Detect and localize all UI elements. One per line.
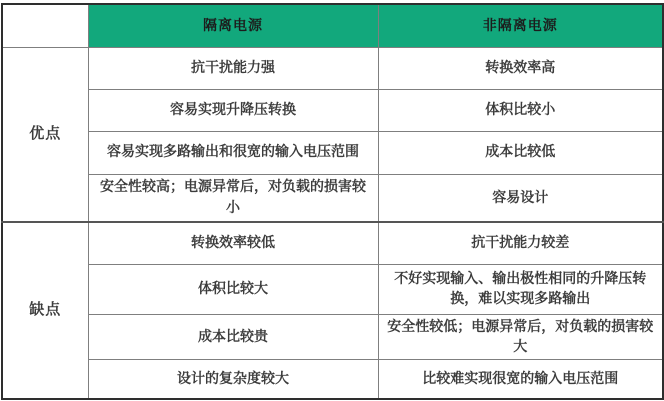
section-label-disadvantages: 缺点 — [2, 222, 88, 399]
table-cell: 体积比较大 — [88, 264, 378, 314]
table-row — [2, 264, 663, 314]
table-cell: 成本比较低 — [378, 131, 663, 174]
table-row — [2, 89, 663, 131]
table-cell: 安全性较低；电源异常后，对负载的损害较大 — [378, 314, 663, 360]
table-cell: 体积比较小 — [378, 89, 663, 131]
table-row — [2, 314, 663, 360]
table-cell: 抗干扰能力强 — [88, 47, 378, 89]
table-cell: 成本比较贵 — [88, 314, 378, 360]
section-label-advantages: 优点 — [2, 47, 88, 222]
table-cell: 容易实现升降压转换 — [88, 89, 378, 131]
table-row — [2, 222, 663, 264]
table-cell: 容易实现多路输出和很宽的输入电压范围 — [88, 131, 378, 174]
table-cell: 转换效率高 — [378, 47, 663, 89]
header-cell-non-isolated: 非隔离电源 — [378, 4, 663, 47]
comparison-table — [1, 3, 664, 400]
table-header-row — [2, 4, 663, 47]
table-cell: 安全性较高；电源异常后，对负载的损害较小 — [88, 174, 378, 222]
table-cell: 容易设计 — [378, 174, 663, 222]
corner-cell — [2, 4, 88, 47]
header-cell-isolated: 隔离电源 — [88, 4, 378, 47]
table-cell: 比较难实现很宽的输入电压范围 — [378, 360, 663, 399]
table-cell: 抗干扰能力较差 — [378, 222, 663, 264]
table-cell: 设计的复杂度较大 — [88, 360, 378, 399]
table-cell: 转换效率较低 — [88, 222, 378, 264]
table-row — [2, 174, 663, 222]
table-row — [2, 360, 663, 399]
table-cell: 不好实现输入、输出极性相同的升降压转换，难以实现多路输出 — [378, 264, 663, 314]
table-row — [2, 131, 663, 174]
table-row — [2, 47, 663, 89]
